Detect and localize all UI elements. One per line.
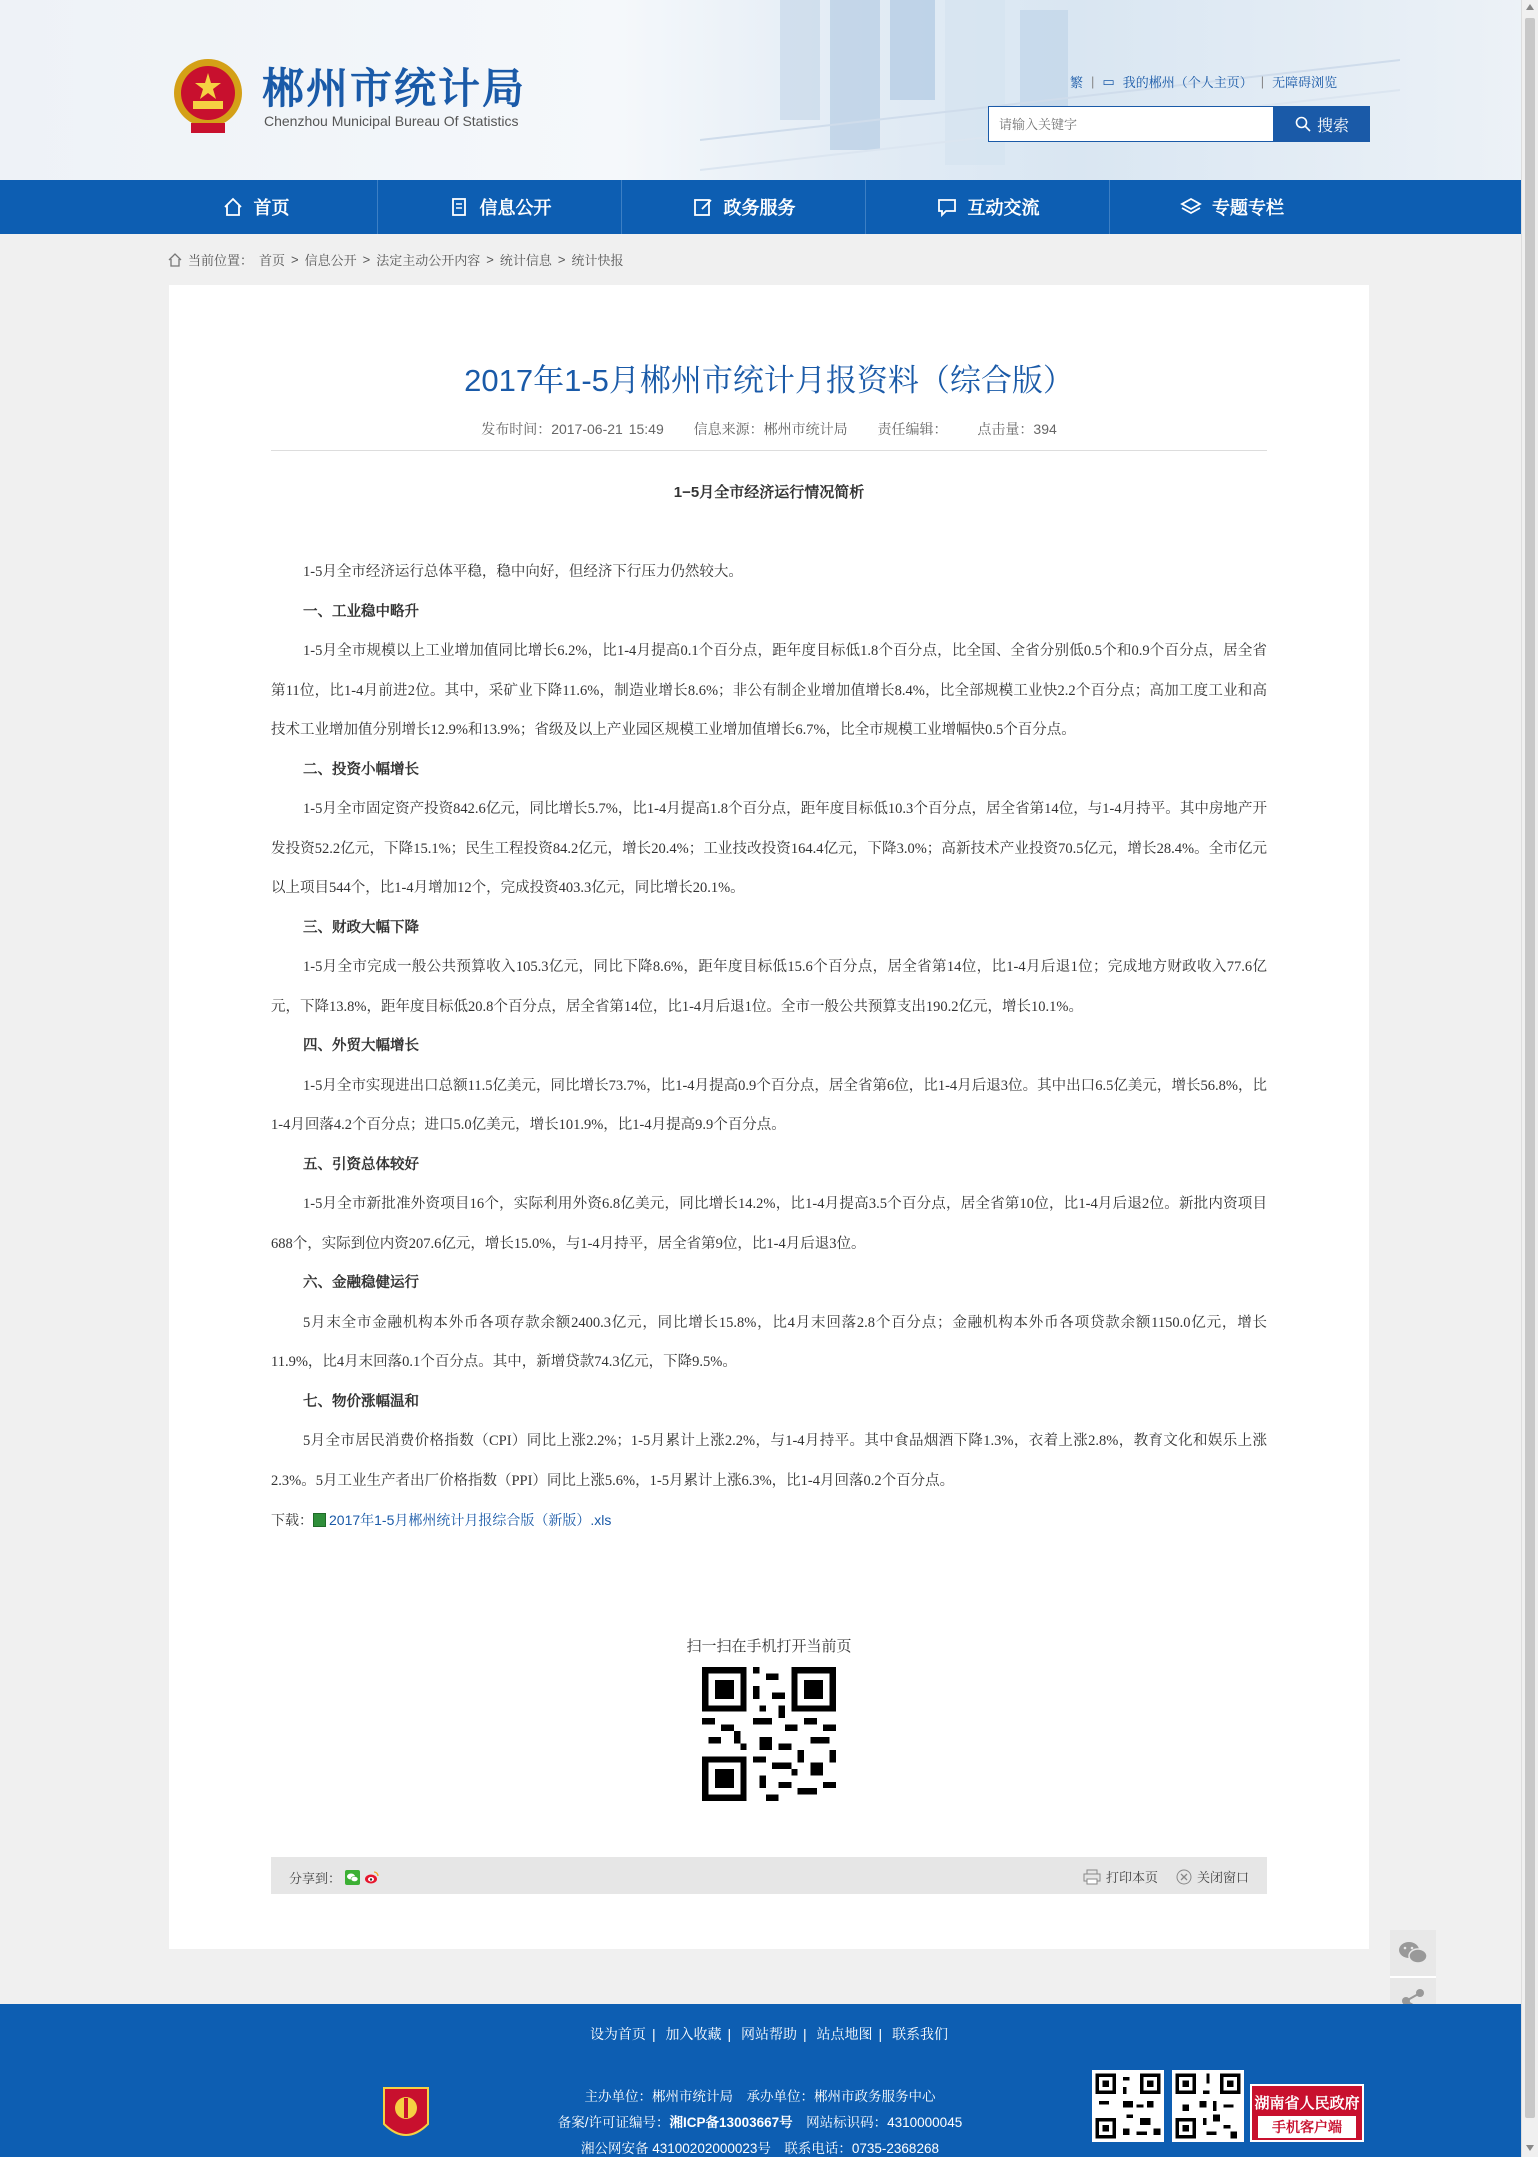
edit-icon — [692, 196, 714, 218]
close-circle-icon — [1176, 1869, 1192, 1885]
download-line — [271, 1501, 1267, 1540]
paragraph: 1-5月全市实现进出口总额11.5亿美元，同比增长73.7%，比1-4月提高0.9个百分点，居全省第6位，比1-4月后退3位。其中出口6.5亿美元，增长56.8%，比1-4月回落4.2个百分点；进口5.0亿美元，增长101.9%，比1-4月提高9.9个百分点。 — [271, 1077, 1267, 1133]
footer-qr-code — [1172, 2070, 1244, 2142]
download-link[interactable]: 2017年1-5月郴州统计月报综合版（新版）.xls — [329, 1512, 612, 1528]
nav-label: 政务服务 — [723, 198, 796, 218]
nav-label: 互动交流 — [967, 198, 1040, 218]
document-icon — [448, 196, 470, 218]
section-heading: 五、引资总体较好 — [303, 1156, 419, 1173]
paragraph: 1-5月全市经济运行总体平稳，稳中向好，但经济下行压力仍然较大。 — [303, 564, 743, 580]
nav-item-gov-service[interactable] — [622, 180, 866, 234]
my-chenzhou-link[interactable]: 我的郴州（个人主页） — [1122, 75, 1253, 90]
party-gov-badge-icon[interactable] — [380, 2084, 432, 2146]
footer-links: 设为首页 | 加入收藏 | 网站帮助 | 站点地图 | 联系我们 — [589, 2026, 949, 2042]
breadcrumb: 当前位置： 首页 > 信息公开 > 法定主动公开内容 > 统计信息 > 统计快报 — [168, 250, 623, 269]
monitor-icon: ▭ — [1102, 73, 1115, 89]
site-title[interactable]: 郴州市统计局 — [262, 65, 527, 112]
footer-organizer: 主办单位：郴州市统计局 承办单位：郴州市政务服务中心 — [584, 2089, 936, 2104]
footer-qr-code — [1092, 2070, 1164, 2142]
search-icon — [1295, 116, 1311, 132]
chat-icon — [936, 196, 958, 218]
scrollbar-thumb[interactable] — [1525, 18, 1535, 2118]
article-panel — [169, 285, 1369, 1949]
wechat-float-button[interactable] — [1390, 1930, 1436, 1978]
nav-label: 专题专栏 — [1212, 198, 1284, 218]
footer-license: 备案/许可证编号：湘ICP备13003667号 网站标识码：4310000045 — [557, 2115, 963, 2130]
breadcrumb-item[interactable]: 信息公开 — [304, 253, 357, 268]
download-label: 下载： — [271, 1512, 313, 1528]
paragraph: 5月末全市金融机构本外币各项存款余额2400.3亿元，同比增长15.8%，比4月末回落2.8个百分点；金融机构本外币各项贷款余额1150.0亿元，增长11.9%，比4月末回落0.1个百分点。其中，新增贷款74.3亿元，下降9.5%。 — [271, 1314, 1267, 1370]
article-body — [271, 473, 1267, 1540]
link-separator: | — [1091, 74, 1095, 89]
article-meta — [169, 419, 1369, 439]
share-label: 分享到： — [289, 1871, 342, 1886]
section-heading: 七、物价涨幅温和 — [303, 1393, 419, 1410]
breadcrumb-item[interactable]: 首页 — [259, 253, 286, 268]
footer-link-sitemap[interactable]: 站点地图 — [816, 2026, 873, 2042]
section-heading: 六、金融稳健运行 — [303, 1275, 419, 1291]
scroll-up-arrow-icon[interactable] — [1526, 4, 1534, 10]
accessibility-link[interactable]: 无障碍浏览 — [1272, 75, 1338, 90]
nav-item-special-topics[interactable] — [1110, 180, 1354, 234]
paragraph: 1-5月全市规模以上工业增加值同比增长6.2%，比1-4月提高0.1个百分点，距年度目标低1.8个百分点，比全国、全省分别低0.5个和0.9个百分点，居全省第11位，比1-4月前进2位。其中，采矿业下降11.6%，制造业增长8.6%；非公有制企业增加值增长8.4%，比全部规模工业快2.2个百分点；高加工度工业和高技术工业增加值分别增长12.9%和13.9%；省级及以上产业园区规模工业增加值增长6.7%，比全市规模工业增幅快0.5个百分点。 — [271, 643, 1267, 738]
info-source: 信息来源：郴州市统计局 — [693, 421, 848, 437]
hunan-gov-app-banner[interactable] — [1250, 2084, 1364, 2142]
page-qr-code — [702, 1667, 836, 1801]
gov-app-label: 手机客户端 — [1258, 2116, 1356, 2138]
nav-item-info-public[interactable] — [378, 180, 622, 234]
footer-link-favorite[interactable]: 加入收藏 — [665, 2026, 722, 2042]
hit-count: 点击量：394 — [977, 421, 1057, 437]
publish-date: 发布时间：2017-06-21 15:49 — [481, 421, 664, 437]
nav-label: 首页 — [253, 198, 290, 218]
close-window-button[interactable] — [1176, 1867, 1249, 1886]
home-icon — [168, 253, 182, 267]
paragraph: 1-5月全市完成一般公共预算收入105.3亿元，同比下降8.6%，距年度目标低15.6个百分点，居全省第14位，比1-4月后退1位；完成地方财政收入77.6亿元，下降13.8%，距年度目标低20.8个百分点，居全省第14位，比1-4月后退1位。全市一般公共预算支出190.2亿元，增长10.1%。 — [271, 959, 1267, 1015]
nav-label: 信息公开 — [479, 198, 552, 218]
footer-link-set-home[interactable]: 设为首页 — [589, 2026, 646, 2042]
search-button-label: 搜索 — [1316, 117, 1349, 135]
footer-link-help[interactable]: 网站帮助 — [741, 2026, 797, 2042]
section-heading: 三、财政大幅下降 — [303, 919, 419, 936]
close-label: 关闭窗口 — [1196, 1870, 1249, 1885]
weibo-share-icon[interactable] — [364, 1870, 379, 1885]
breadcrumb-item[interactable]: 统计信息 — [499, 253, 552, 268]
breadcrumb-item[interactable]: 统计快报 — [571, 253, 624, 268]
site-header — [0, 0, 1538, 180]
paragraph: 1-5月全市新批准外资项目16个，实际利用外资6.8亿美元，同比增长14.2%，比1-4月提高3.5个百分点，居全省第10位，比1-4月后退2位。新批内资项目688个，实际到位内资207.6亿元，增长15.0%，与1-4月持平，居全省第9位，比1-4月后退3位。 — [271, 1196, 1267, 1252]
wechat-icon — [1397, 1939, 1429, 1967]
layers-icon — [1180, 196, 1202, 218]
home-icon — [222, 196, 244, 218]
vertical-scrollbar[interactable] — [1521, 0, 1538, 2157]
gov-title: 湖南省人民政府 — [1254, 2095, 1360, 2112]
section-heading: 一、工业稳中略升 — [303, 603, 419, 620]
excel-file-icon — [313, 1513, 326, 1527]
print-label: 打印本页 — [1105, 1870, 1158, 1885]
scroll-down-arrow-icon[interactable] — [1526, 2145, 1534, 2151]
print-button[interactable] — [1083, 1867, 1158, 1886]
breadcrumb-prefix: 当前位置： — [188, 253, 254, 268]
nav-item-interaction[interactable] — [866, 180, 1110, 234]
nav-item-home[interactable] — [134, 180, 378, 234]
top-links — [1070, 72, 1337, 91]
article-heading: 1−5月全市经济运行情况简析 — [673, 484, 865, 501]
qr-label: 扫一扫在手机打开当前页 — [686, 1638, 852, 1655]
footer-info — [480, 2084, 1040, 2157]
footer-link-contact[interactable]: 联系我们 — [892, 2026, 949, 2042]
divider — [271, 450, 1267, 451]
article-title: 2017年1-5月郴州市统计月报资料（综合版） — [464, 363, 1074, 398]
traditional-chinese-link[interactable]: 繁 — [1070, 75, 1084, 90]
link-separator: | — [1260, 74, 1265, 89]
printer-icon — [1083, 1869, 1101, 1885]
breadcrumb-item[interactable]: 法定主动公开内容 — [376, 253, 481, 268]
site-footer — [0, 2004, 1538, 2157]
search-input[interactable] — [988, 106, 1274, 142]
share-bar — [271, 1857, 1267, 1894]
paragraph: 5月全市居民消费价格指数（CPI）同比上涨2.2%；1-5月累计上涨2.2%，与1-4月持平。其中食品烟酒下降1.3%，衣着上涨2.8%，教育文化和娱乐上涨2.3%。5月工业生产者出厂价格指数（PPI）同比上涨5.6%，1-5月累计上涨6.3%，比1-4月回落0.2个百分点。 — [271, 1433, 1267, 1489]
editor: 责任编辑： — [877, 421, 948, 437]
section-heading: 四、外贸大幅增长 — [303, 1038, 419, 1054]
icp-link[interactable]: 湘ICP备13003667号 — [669, 2115, 793, 2130]
national-emblem-logo — [171, 55, 245, 135]
main-nav — [0, 180, 1538, 234]
wechat-share-icon[interactable] — [345, 1870, 360, 1885]
paragraph: 1-5月全市固定资产投资842.6亿元，同比增长5.7%，比1-4月提高1.8个百分点，距年度目标低10.3个百分点，居全省第14位，与1-4月持平。其中房地产开发投资52.2亿元，下降15.1%；民生工程投资84.2亿元，增长20.4%；工业技改投资164.4亿元，下降3.0%；高新技术产业投资70.5亿元，增长28.4%。全市亿元以上项目544个，比1-4月增加12个，完成投资403.3亿元，同比增长20.1%。 — [271, 801, 1267, 896]
search-button[interactable] — [1274, 106, 1370, 142]
section-heading: 二、投资小幅增长 — [303, 761, 419, 778]
site-subtitle: Chenzhou Municipal Bureau Of Statistics — [264, 113, 519, 129]
footer-police-record[interactable]: 湘公网安备 43100202000023号 联系电话：0735-2368268 — [581, 2141, 939, 2156]
